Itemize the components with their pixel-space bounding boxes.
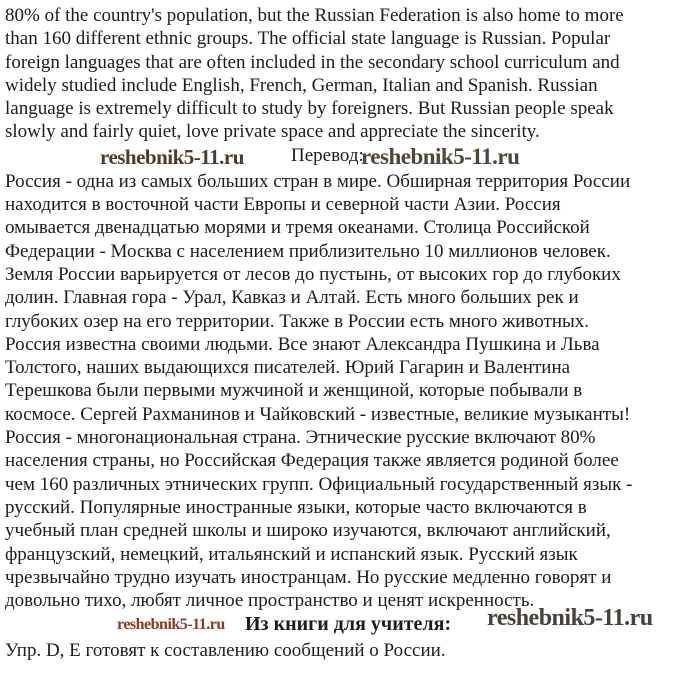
watermark-bottom-left: reshebnik5-11.ru <box>117 616 225 634</box>
translation-heading: Перевод: <box>291 144 364 166</box>
text-line: language is extremely difficult to study by foreigners. But Russian people speak <box>5 98 614 120</box>
text-line: французский, немецкий, итальянский и испанский язык. Русский язык <box>5 543 578 565</box>
teacher-book-heading: Из книги для учителя: <box>245 613 452 636</box>
text-line: foreign languages that are often included in the secondary school curriculum and <box>5 51 620 73</box>
text-line: widely studied include English, French, German, Italian and Spanish. Russian <box>5 74 598 96</box>
text-line: чрезвычайно трудно изучать иностранцам. Но русские медленно говорят и <box>5 566 612 588</box>
text-line: Россия известна своими людьми. Все знают Александра Пушкина и Льва <box>5 333 600 355</box>
text-line: находится в восточной части Европы и северной части Азии. Россия <box>5 194 561 216</box>
text-line: 80% of the country's population, but the Russian Federation is also home to more <box>5 5 624 26</box>
text-line: Терешкова были первыми мужчиной и женщиной, которые побывали в <box>5 380 583 402</box>
text-line: чем 160 различных этнических групп. Официальный государственный язык - <box>5 473 633 495</box>
text-line: глубоких озер на его территории. Также в России есть много животных. <box>5 310 589 332</box>
text-line: Толстого, наших выдающихся писателей. Юрий Гагарин и Валентина <box>5 357 571 379</box>
text-line: Федерации - Москва с населением приблизительно 10 миллионов человек. <box>5 240 611 262</box>
text-line: долин. Главная гора - Урал, Кавказ и Алтай. Есть много больших рек и <box>5 287 579 309</box>
text-line: Россия - одна из самых больших стран в мире. Обширная территория России <box>5 170 631 192</box>
watermark-bottom-right: reshebnik5-11.ru <box>487 605 653 632</box>
text-line: довольно тихо, любят личное пространство и ценят искренность. <box>5 590 535 612</box>
teacher-book-row <box>0 605 690 639</box>
text-line: slowly and fairly quiet, love private space and appreciate the sincerity. <box>5 121 540 143</box>
text-line: учебный план средней школы и широко изучаются, включают английский, <box>5 520 611 542</box>
russian-paragraph <box>0 170 690 613</box>
text-line: Земля России варьируется от лесов до пустынь, от высоких гор до глубоких <box>5 263 621 285</box>
text-line: космосе. Сергей Рахманинов и Чайковский - известные, великие музыканты! <box>5 403 631 425</box>
text-line: than 160 different ethnic groups. The official state language is Russian. Popular <box>5 28 611 50</box>
text-line: русский. Популярные иностранные языки, которые часто включаются в <box>5 496 587 518</box>
watermark-top-right: reshebnik5-11.ru <box>361 143 520 169</box>
english-paragraph <box>0 0 690 144</box>
translation-heading-row <box>0 144 690 170</box>
text-line: населения страны, но Российская Федерация также является родиной более <box>5 450 619 472</box>
teacher-book-note: Упр. D, Е готовят к составлению сообщений о России. <box>5 640 446 662</box>
text-line: Россия - многонациональная страна. Этнические русские включают 80% <box>5 427 596 449</box>
text-line: омывается двенадцатью морями и тремя океанами. Столица Российской <box>5 217 590 239</box>
watermark-top-left: reshebnik5-11.ru <box>100 144 244 169</box>
